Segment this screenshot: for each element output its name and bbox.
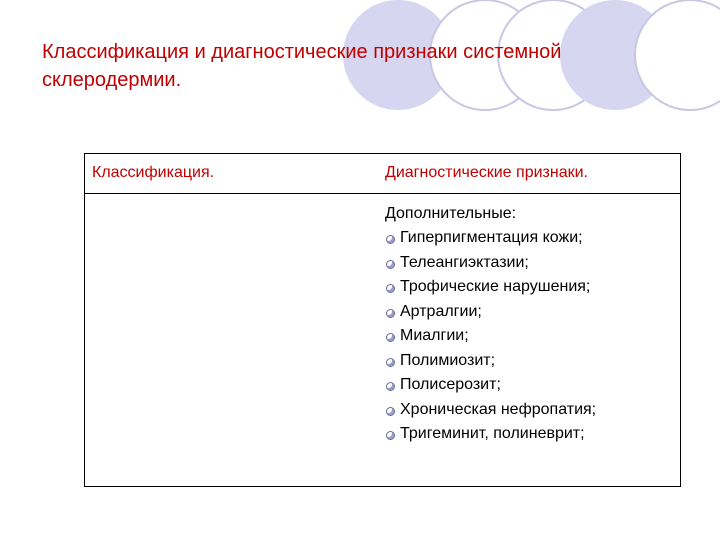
list-item-text: Миалгии; bbox=[400, 327, 469, 344]
list-item bbox=[385, 324, 596, 349]
list-item bbox=[385, 349, 596, 374]
list-item-text: Тригеминит, полиневрит; bbox=[400, 425, 585, 442]
list-item-text: Полисерозит; bbox=[400, 376, 501, 393]
bullet-icon bbox=[386, 382, 395, 391]
list-item bbox=[385, 251, 596, 276]
table-header-row bbox=[85, 154, 680, 194]
list-item bbox=[385, 226, 596, 251]
bullet-icon bbox=[386, 358, 395, 367]
signs-intro: Дополнительные: bbox=[385, 205, 517, 222]
list-item-text: Телеангиэктазии; bbox=[400, 253, 529, 271]
bullet-icon bbox=[386, 407, 395, 416]
bullet-icon bbox=[386, 260, 395, 269]
list-item bbox=[385, 275, 596, 300]
bullet-icon bbox=[386, 235, 395, 244]
list-item-text: Трофические нарушения; bbox=[400, 278, 591, 295]
signs-list bbox=[385, 226, 596, 447]
list-item-text: Гиперпигментация кожи; bbox=[400, 229, 583, 246]
classification-cell bbox=[92, 202, 372, 222]
list-item bbox=[385, 300, 596, 325]
bullet-icon bbox=[386, 284, 395, 293]
bullet-icon bbox=[386, 431, 395, 440]
diagnostic-signs-cell bbox=[385, 202, 596, 447]
list-item-text: Полимиозит; bbox=[400, 351, 496, 369]
list-item bbox=[385, 398, 596, 423]
list-item-text: Артралгии; bbox=[400, 302, 482, 320]
slide-title: Классификация и диагностические признаки системной склеродермии. bbox=[42, 41, 562, 91]
header-classification: Классификация. bbox=[92, 164, 215, 181]
bullet-icon bbox=[386, 333, 395, 342]
bullet-icon bbox=[386, 309, 395, 318]
list-item bbox=[385, 373, 596, 398]
classification-table bbox=[84, 153, 681, 487]
list-item bbox=[385, 422, 596, 447]
header-diagnostic-signs: Диагностические признаки. bbox=[385, 164, 588, 181]
list-item-text: Хроническая нефропатия; bbox=[400, 400, 597, 418]
